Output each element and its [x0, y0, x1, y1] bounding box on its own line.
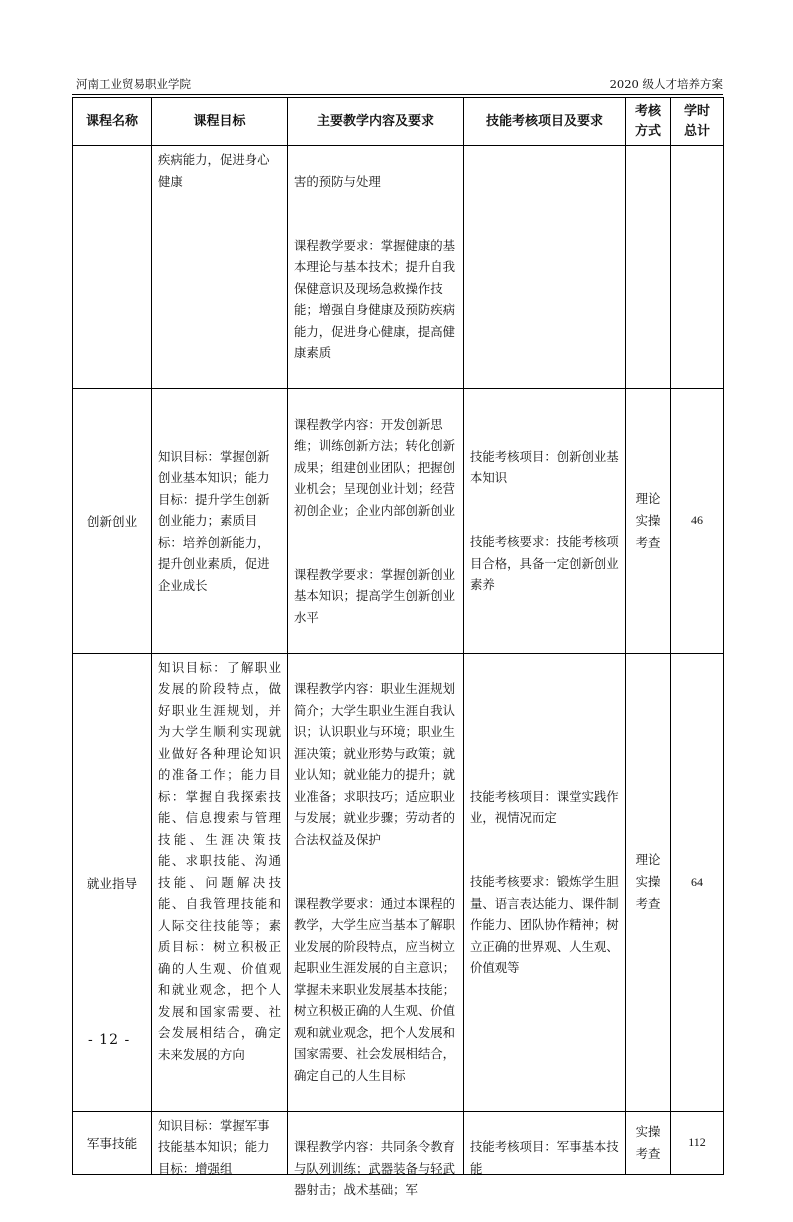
course-skills-cell [464, 146, 626, 389]
skills-paragraph: 技能考核要求：锻炼学生胆量、语言表达能力、课件制作能力、团队协作精神；树立正确的世界观、人生观、价值观等 [470, 874, 619, 975]
assessment-method: 实操 考查 [626, 1111, 671, 1174]
course-skills-cell [464, 389, 626, 654]
institution-name: 河南工业贸易职业学院 [76, 77, 191, 91]
table-row [73, 653, 724, 1111]
column-header-content: 主要教学内容及要求 [288, 98, 464, 146]
skills-paragraph: 技能考核项目：创新创业基本知识 [470, 448, 619, 486]
column-header-name: 课程名称 [73, 98, 152, 146]
column-header-goal: 课程目标 [152, 98, 288, 146]
course-goal-cell [152, 389, 288, 654]
table-row [73, 389, 724, 654]
course-goal-cell [152, 653, 288, 1111]
column-header-hours: 学时 总计 [671, 98, 724, 146]
content-paragraph: 课程教学要求：通过本课程的教学，大学生应当基本了解职业发展的阶段特点，应当树立起职业生涯发展的自主意识；掌握未来职业发展基本技能；树立积极正确的人生观、价值观和就业观念，把个人发展和国家需要、社会发展相结合，确定自己的人生目标 [294, 895, 456, 1083]
assessment-method: 理论 实操 考查 [626, 653, 671, 1111]
assessment-method: 理论 实操 考查 [626, 389, 671, 654]
course-content-cell [288, 1111, 464, 1197]
header-rule [72, 94, 723, 95]
content-paragraph: 课程教学内容：开发创新思维；训练创新方法；转化创新成果；组建创业团队；把握创业机会；呈现创业计划；经营初创企业；企业内部创新创业 [294, 416, 456, 518]
course-goal: 知识目标：掌握军事技能基本知识；能力目标：增强组 [158, 1117, 270, 1176]
total-hours: 112 [671, 1111, 724, 1174]
page-number: - 12 - [88, 1032, 131, 1048]
skills-paragraph: 技能考核要求：技能考核项目合格，具备一定创新创业素养 [470, 534, 619, 593]
plan-title: 2020 级人才培养方案 [609, 77, 723, 91]
table-row [73, 1111, 724, 1174]
content-paragraph: 害的预防与处理 [294, 173, 381, 189]
content-paragraph: 课程教学内容：共同条令教育与队列训练；武器装备与轻武器射击；战术基础；军 [294, 1139, 456, 1197]
column-header-method: 考核 方式 [626, 98, 671, 146]
total-hours: 64 [671, 653, 724, 1111]
course-name: 就业指导 [73, 653, 152, 1111]
course-goal: 知识目标：掌握创新创业基本知识；能力目标：提升学生创新创业能力；素质目标：培养创新能力，提升创业素质，促进企业成长 [158, 448, 270, 593]
content-paragraph: 课程教学要求：掌握创新创业基本知识；提高学生创新创业水平 [294, 566, 456, 625]
content-paragraph: 课程教学要求：掌握健康的基本理论与基本技术；提升自我保健意识及现场急救操作技能；增强自身健康及预防疾病能力，促进身心健康，提高健康素质 [294, 237, 456, 360]
course-content-cell [288, 389, 464, 654]
skills-paragraph: 技能考核项目：课堂实践作业，视情况而定 [470, 788, 619, 825]
course-skills-cell [464, 1111, 626, 1174]
column-header-skills: 技能考核项目及要求 [464, 98, 626, 146]
course-goal: 疾病能力，促进身心健康 [158, 152, 270, 189]
page-header [76, 76, 723, 94]
table-header-row [73, 98, 724, 146]
course-skills-cell [464, 653, 626, 1111]
skills-paragraph: 技能考核项目：军事基本技能 [470, 1139, 619, 1176]
course-goal-cell [152, 1111, 288, 1174]
course-name [73, 146, 152, 389]
course-name: 创新创业 [73, 389, 152, 654]
content-paragraph: 课程教学内容：职业生涯规划简介；大学生职业生涯自我认识；认识职业与环境；职业生涯决策；就业形势与政策；就业认知；就业能力的提升；就业准备；求职技巧；适应职业与发展；就业步骤；劳动者的合法权益及保护 [294, 681, 456, 847]
course-content-cell [288, 653, 464, 1111]
course-table [72, 97, 724, 1197]
course-content-cell [288, 146, 464, 389]
course-goal-cell [152, 146, 288, 389]
course-goal: 知识目标：了解职业发展的阶段特点，做好职业生涯规划，并为大学生顺利实现就业做好各种理论知识的准备工作；能力目标：掌握自我探索技能、信息搜索与管理技能、生涯决策技能、求职技能、沟通技能、问题解决技能、自我管理技能和人际交往技能等；素质目标：树立积极正确的人生观、价值观和就业观念，把个人发展和国家需要、社会发展相结合，确定未来发展的方向 [158, 659, 281, 1062]
table-row [73, 146, 724, 389]
course-name: 军事技能 [73, 1111, 152, 1174]
total-hours [671, 146, 724, 389]
assessment-method [626, 146, 671, 389]
total-hours: 46 [671, 389, 724, 654]
